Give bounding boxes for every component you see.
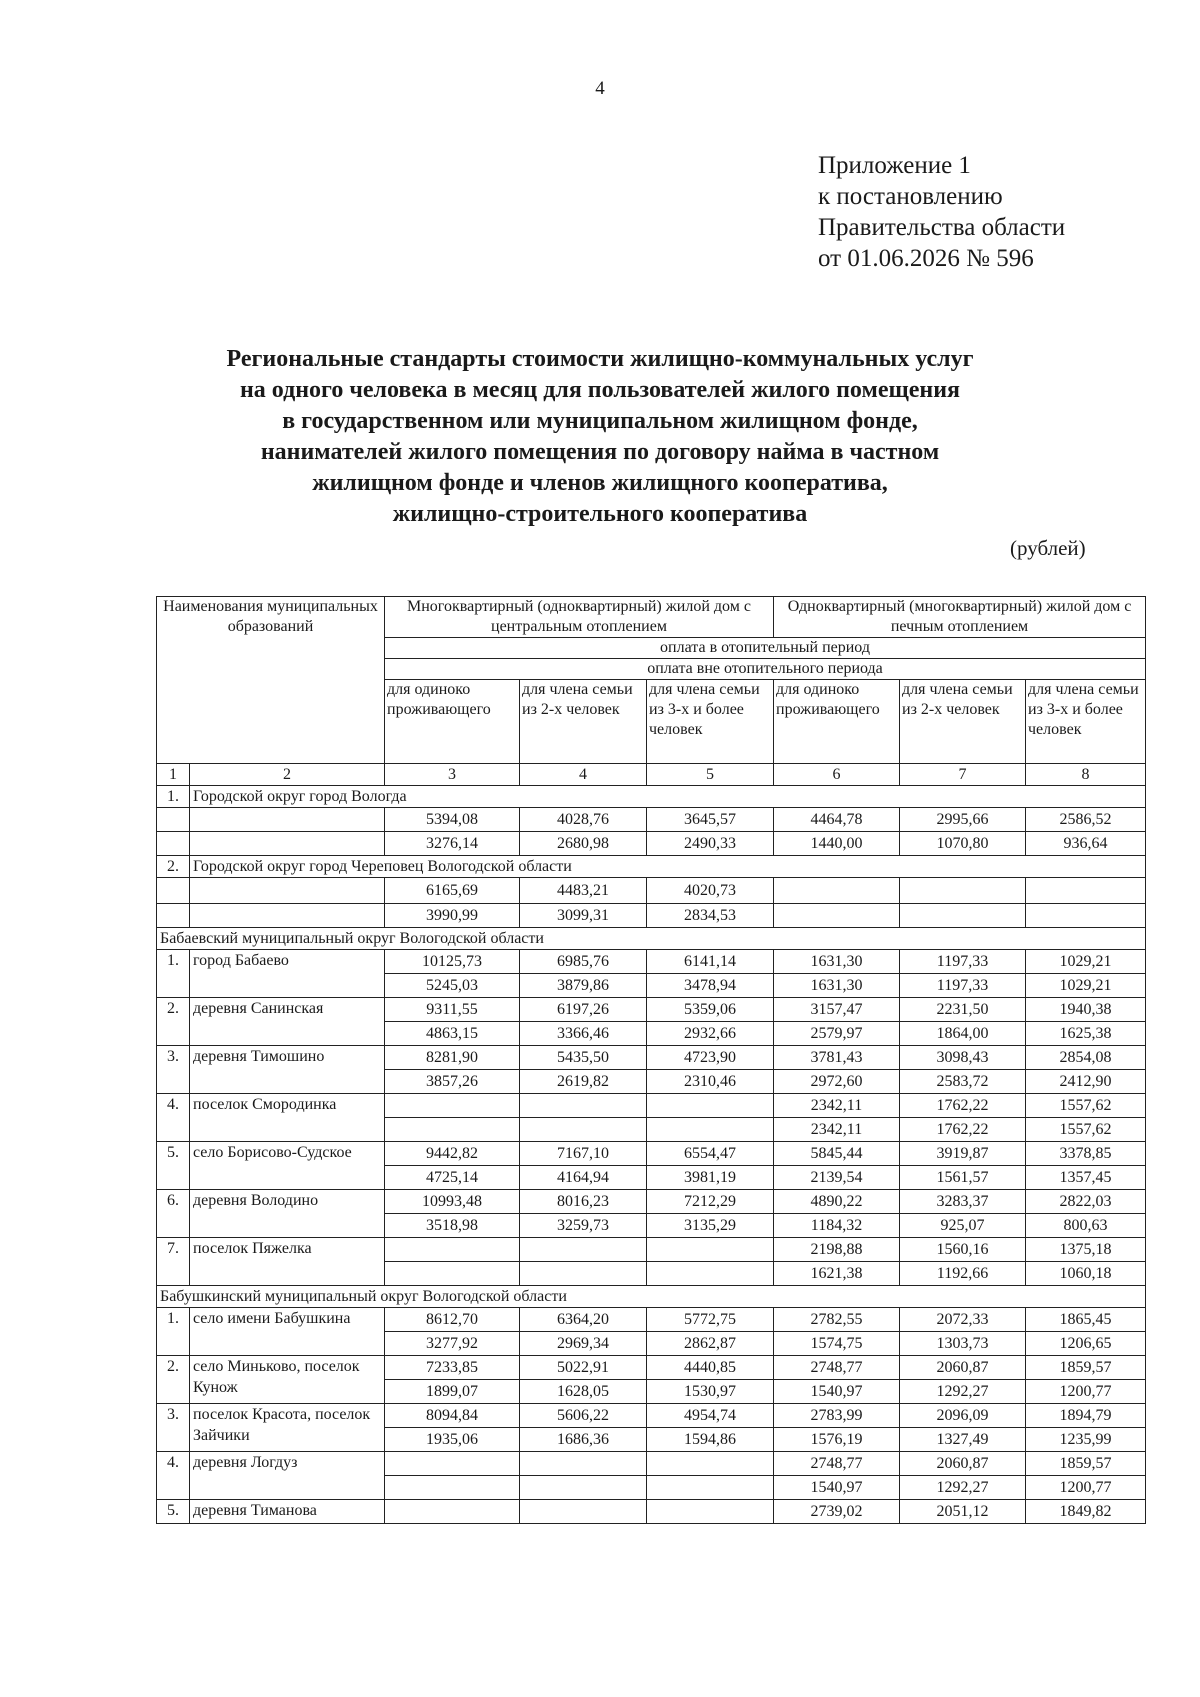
value-cell: 1940,38: [1026, 998, 1146, 1022]
title-line: Региональные стандарты стоимости жилищно-коммунальных услуг: [226, 346, 974, 372]
value-cell: 3518,98: [385, 1214, 520, 1238]
value-cell: 4020,73: [647, 878, 774, 904]
value-cell: 1560,16: [900, 1238, 1026, 1262]
value-cell: 2072,33: [900, 1308, 1026, 1332]
value-cell: 5245,03: [385, 974, 520, 998]
title-line: жилищном фонде и членов жилищного кооператива,: [312, 470, 888, 496]
value-cell: 4723,90: [647, 1046, 774, 1070]
value-cell: 925,07: [900, 1214, 1026, 1238]
row-index: 3.: [157, 1046, 190, 1094]
table-row: [157, 1094, 1146, 1118]
column-number: 3: [385, 764, 520, 786]
value-cell: 1762,22: [900, 1118, 1026, 1142]
value-cell: 2862,87: [647, 1332, 774, 1356]
value-cell: 9311,55: [385, 998, 520, 1022]
row-index: 5.: [157, 1142, 190, 1190]
value-cell: [900, 878, 1026, 904]
value-cell: 2972,60: [774, 1070, 900, 1094]
value-cell: 1540,97: [774, 1476, 900, 1500]
value-cell: 6554,47: [647, 1142, 774, 1166]
table-row: [157, 1238, 1146, 1262]
value-cell: 1375,18: [1026, 1238, 1146, 1262]
column-number: 5: [647, 764, 774, 786]
value-cell: 6985,76: [520, 950, 647, 974]
row-name: поселок Смородинка: [190, 1094, 385, 1142]
value-cell: 2969,34: [520, 1332, 647, 1356]
value-cell: 1206,65: [1026, 1332, 1146, 1356]
value-cell: 5606,22: [520, 1404, 647, 1428]
value-cell: 1303,73: [900, 1332, 1026, 1356]
table-row: [157, 1452, 1146, 1476]
value-cell: 1859,57: [1026, 1356, 1146, 1380]
value-cell: 4028,76: [520, 808, 647, 832]
value-cell: 1594,86: [647, 1428, 774, 1452]
row-index: 1.: [157, 950, 190, 998]
value-cell: 1576,19: [774, 1428, 900, 1452]
value-cell: 6141,14: [647, 950, 774, 974]
section-row: [157, 856, 1146, 878]
value-cell: 1440,00: [774, 832, 900, 856]
table-row: [157, 832, 1146, 856]
value-cell: 3781,43: [774, 1046, 900, 1070]
value-cell: 5359,06: [647, 998, 774, 1022]
value-cell: 2932,66: [647, 1022, 774, 1046]
value-cell: 1621,38: [774, 1262, 900, 1286]
value-cell: 8094,84: [385, 1404, 520, 1428]
value-cell: 2198,88: [774, 1238, 900, 1262]
value-cell: 2060,87: [900, 1356, 1026, 1380]
value-cell: [520, 1094, 647, 1118]
title-line: в государственном или муниципальном жилищном фонде,: [282, 408, 918, 434]
value-cell: 1625,38: [1026, 1022, 1146, 1046]
table-row: [157, 998, 1146, 1022]
value-cell: 1631,30: [774, 950, 900, 974]
value-cell: 3098,43: [900, 1046, 1026, 1070]
section-row: [157, 786, 1146, 808]
value-cell: 2995,66: [900, 808, 1026, 832]
table-row: [157, 1190, 1146, 1214]
value-cell: 1935,06: [385, 1428, 520, 1452]
header-non-heating-period: оплата вне отопительного периода: [385, 659, 1146, 680]
value-cell: 10993,48: [385, 1190, 520, 1214]
row-index: 6.: [157, 1190, 190, 1238]
value-cell: 4164,94: [520, 1166, 647, 1190]
value-cell: 4464,78: [774, 808, 900, 832]
value-cell: 7233,85: [385, 1356, 520, 1380]
district-label: Бабушкинский муниципальный округ Вологодской области: [157, 1286, 1146, 1308]
value-cell: 5435,50: [520, 1046, 647, 1070]
title-line: жилищно-строительного кооператива: [392, 501, 808, 527]
header-sub: для члена семьи из 2-х человек: [900, 680, 1026, 764]
value-cell: 10125,73: [385, 950, 520, 974]
header-group-central: Многоквартирный (одноквартирный) жилой дом с центральным отоплением: [385, 597, 774, 638]
column-number: 8: [1026, 764, 1146, 786]
value-cell: [647, 1476, 774, 1500]
value-cell: 1557,62: [1026, 1094, 1146, 1118]
value-cell: [900, 904, 1026, 928]
value-cell: 3366,46: [520, 1022, 647, 1046]
value-cell: 3283,37: [900, 1190, 1026, 1214]
header-sub: для одиноко проживающего: [385, 680, 520, 764]
row-index: [157, 904, 190, 928]
value-cell: 1530,97: [647, 1380, 774, 1404]
row-name: город Бабаево: [190, 950, 385, 998]
value-cell: 1899,07: [385, 1380, 520, 1404]
row-name: деревня Санинская: [190, 998, 385, 1046]
value-cell: 4954,74: [647, 1404, 774, 1428]
standards-table: [156, 596, 1146, 1524]
row-name: деревня Тимошино: [190, 1046, 385, 1094]
value-cell: [520, 1500, 647, 1524]
value-cell: 3277,92: [385, 1332, 520, 1356]
row-index: 4.: [157, 1452, 190, 1500]
value-cell: [647, 1238, 774, 1262]
value-cell: 1029,21: [1026, 950, 1146, 974]
value-cell: 2783,99: [774, 1404, 900, 1428]
value-cell: 2412,90: [1026, 1070, 1146, 1094]
value-cell: 1327,49: [900, 1428, 1026, 1452]
row-name: [190, 878, 385, 904]
row-name: село Борисово-Судское: [190, 1142, 385, 1190]
table-row: [157, 1500, 1146, 1524]
table-row: [157, 1356, 1146, 1380]
row-index: 3.: [157, 1404, 190, 1452]
column-number: 1: [157, 764, 190, 786]
value-cell: 1540,97: [774, 1380, 900, 1404]
row-name: поселок Красота, поселок Зайчики: [190, 1404, 385, 1452]
value-cell: [520, 1118, 647, 1142]
table-row: [157, 950, 1146, 974]
row-name: [190, 832, 385, 856]
value-cell: 2748,77: [774, 1356, 900, 1380]
value-cell: 2748,77: [774, 1452, 900, 1476]
value-cell: 1631,30: [774, 974, 900, 998]
appendix-line: Приложение 1: [818, 152, 971, 179]
units-label: (рублей): [1010, 536, 1086, 560]
value-cell: 2342,11: [774, 1118, 900, 1142]
value-cell: 1864,00: [900, 1022, 1026, 1046]
value-cell: 936,64: [1026, 832, 1146, 856]
value-cell: 1184,32: [774, 1214, 900, 1238]
value-cell: 4863,15: [385, 1022, 520, 1046]
row-index: 2.: [157, 1356, 190, 1404]
value-cell: [385, 1094, 520, 1118]
value-cell: [1026, 904, 1146, 928]
column-number: 7: [900, 764, 1026, 786]
value-cell: 4725,14: [385, 1166, 520, 1190]
district-row: [157, 928, 1146, 950]
title-line: нанимателей жилого помещения по договору найма в частном: [260, 439, 940, 465]
value-cell: [647, 1118, 774, 1142]
column-number: 4: [520, 764, 647, 786]
value-cell: [774, 904, 900, 928]
header-sub: для члена семьи из 3-х и более человек: [1026, 680, 1146, 764]
district-row: [157, 1286, 1146, 1308]
appendix-line: к постановлению: [818, 183, 1003, 210]
title-line: на одного человека в месяц для пользователей жилого помещения: [239, 377, 961, 403]
value-cell: 1865,45: [1026, 1308, 1146, 1332]
row-index: 1.: [157, 786, 190, 808]
row-name: деревня Володино: [190, 1190, 385, 1238]
value-cell: 2342,11: [774, 1094, 900, 1118]
value-cell: 7167,10: [520, 1142, 647, 1166]
value-cell: 1235,99: [1026, 1428, 1146, 1452]
value-cell: 2060,87: [900, 1452, 1026, 1476]
value-cell: 2051,12: [900, 1500, 1026, 1524]
row-index: 4.: [157, 1094, 190, 1142]
value-cell: 3857,26: [385, 1070, 520, 1094]
value-cell: 3990,99: [385, 904, 520, 928]
value-cell: [385, 1262, 520, 1286]
value-cell: 1070,80: [900, 832, 1026, 856]
value-cell: 4890,22: [774, 1190, 900, 1214]
value-cell: 3157,47: [774, 998, 900, 1022]
value-cell: [774, 878, 900, 904]
value-cell: 3276,14: [385, 832, 520, 856]
value-cell: 3378,85: [1026, 1142, 1146, 1166]
value-cell: 1029,21: [1026, 974, 1146, 998]
value-cell: 1200,77: [1026, 1476, 1146, 1500]
value-cell: 3099,31: [520, 904, 647, 928]
value-cell: 1574,75: [774, 1332, 900, 1356]
row-name: [190, 904, 385, 928]
header-group-stove: Одноквартирный (многоквартирный) жилой дом с печным отоплением: [774, 597, 1146, 638]
row-index: [157, 832, 190, 856]
value-cell: 2782,55: [774, 1308, 900, 1332]
section-label: Городской округ город Череповец Вологодской области: [190, 856, 1146, 878]
value-cell: 2583,72: [900, 1070, 1026, 1094]
value-cell: 2822,03: [1026, 1190, 1146, 1214]
value-cell: 3981,19: [647, 1166, 774, 1190]
value-cell: 6364,20: [520, 1308, 647, 1332]
value-cell: 1894,79: [1026, 1404, 1146, 1428]
value-cell: 8612,70: [385, 1308, 520, 1332]
section-label: Городской округ город Вологда: [190, 786, 1146, 808]
table-row: [157, 1404, 1146, 1428]
value-cell: 3919,87: [900, 1142, 1026, 1166]
value-cell: [647, 1500, 774, 1524]
value-cell: 1557,62: [1026, 1118, 1146, 1142]
column-number: 2: [190, 764, 385, 786]
row-name: поселок Пяжелка: [190, 1238, 385, 1286]
value-cell: [647, 1094, 774, 1118]
value-cell: 6165,69: [385, 878, 520, 904]
table-row: [157, 1142, 1146, 1166]
value-cell: 2490,33: [647, 832, 774, 856]
value-cell: 3645,57: [647, 808, 774, 832]
value-cell: 5772,75: [647, 1308, 774, 1332]
row-name: село Миньково, поселок Кунож: [190, 1356, 385, 1404]
header-sub: для одиноко проживающего: [774, 680, 900, 764]
value-cell: 2680,98: [520, 832, 647, 856]
appendix-block: [818, 150, 1065, 274]
value-cell: 6197,26: [520, 998, 647, 1022]
value-cell: 1686,36: [520, 1428, 647, 1452]
value-cell: [385, 1500, 520, 1524]
value-cell: 1060,18: [1026, 1262, 1146, 1286]
value-cell: 2139,54: [774, 1166, 900, 1190]
value-cell: [1026, 878, 1146, 904]
row-index: 7.: [157, 1238, 190, 1286]
row-index: [157, 878, 190, 904]
value-cell: 1292,27: [900, 1380, 1026, 1404]
value-cell: 5394,08: [385, 808, 520, 832]
value-cell: 1192,66: [900, 1262, 1026, 1286]
row-name: село имени Бабушкина: [190, 1308, 385, 1356]
district-label: Бабаевский муниципальный округ Вологодской области: [157, 928, 1146, 950]
value-cell: 2854,08: [1026, 1046, 1146, 1070]
value-cell: 9442,82: [385, 1142, 520, 1166]
value-cell: [520, 1238, 647, 1262]
value-cell: 2231,50: [900, 998, 1026, 1022]
table-body: [157, 786, 1146, 1524]
value-cell: 3478,94: [647, 974, 774, 998]
value-cell: [520, 1452, 647, 1476]
value-cell: 3879,86: [520, 974, 647, 998]
appendix-line: Правительства области: [818, 214, 1066, 241]
value-cell: 2586,52: [1026, 808, 1146, 832]
value-cell: 1859,57: [1026, 1452, 1146, 1476]
value-cell: 1200,77: [1026, 1380, 1146, 1404]
row-index: 5.: [157, 1500, 190, 1524]
value-cell: 4483,21: [520, 878, 647, 904]
value-cell: [520, 1476, 647, 1500]
value-cell: 2096,09: [900, 1404, 1026, 1428]
header-names: Наименования муниципальных образований: [157, 597, 385, 764]
row-name: [190, 808, 385, 832]
value-cell: 8281,90: [385, 1046, 520, 1070]
value-cell: 2834,53: [647, 904, 774, 928]
value-cell: 1292,27: [900, 1476, 1026, 1500]
value-cell: [647, 1262, 774, 1286]
table-row: [157, 808, 1146, 832]
table-row: [157, 1046, 1146, 1070]
value-cell: 5022,91: [520, 1356, 647, 1380]
header-heating-period: оплата в отопительный период: [385, 638, 1146, 659]
value-cell: 2619,82: [520, 1070, 647, 1094]
value-cell: 1197,33: [900, 950, 1026, 974]
value-cell: 1849,82: [1026, 1500, 1146, 1524]
value-cell: [385, 1238, 520, 1262]
row-name: деревня Логдуз: [190, 1452, 385, 1500]
value-cell: 1628,05: [520, 1380, 647, 1404]
document-title: [150, 344, 1050, 530]
value-cell: 1561,57: [900, 1166, 1026, 1190]
value-cell: 800,63: [1026, 1214, 1146, 1238]
value-cell: 2739,02: [774, 1500, 900, 1524]
value-cell: 1197,33: [900, 974, 1026, 998]
row-index: [157, 808, 190, 832]
table-row: [157, 1308, 1146, 1332]
row-name: деревня Тиманова: [190, 1500, 385, 1524]
column-number: 6: [774, 764, 900, 786]
value-cell: 3259,73: [520, 1214, 647, 1238]
value-cell: [385, 1118, 520, 1142]
row-index: 2.: [157, 856, 190, 878]
table-row: [157, 878, 1146, 904]
page-number: 4: [595, 78, 605, 99]
value-cell: 5845,44: [774, 1142, 900, 1166]
header-sub: для члена семьи из 2-х человек: [520, 680, 647, 764]
value-cell: 1762,22: [900, 1094, 1026, 1118]
appendix-line: от 01.06.2026 № 596: [818, 245, 1034, 272]
value-cell: 2579,97: [774, 1022, 900, 1046]
value-cell: 2310,46: [647, 1070, 774, 1094]
value-cell: [520, 1262, 647, 1286]
row-index: 1.: [157, 1308, 190, 1356]
value-cell: 7212,29: [647, 1190, 774, 1214]
table-row: [157, 904, 1146, 928]
value-cell: [647, 1452, 774, 1476]
value-cell: 1357,45: [1026, 1166, 1146, 1190]
value-cell: 4440,85: [647, 1356, 774, 1380]
value-cell: [385, 1452, 520, 1476]
header-sub: для члена семьи из 3-х и более человек: [647, 680, 774, 764]
row-index: 2.: [157, 998, 190, 1046]
value-cell: 3135,29: [647, 1214, 774, 1238]
value-cell: 8016,23: [520, 1190, 647, 1214]
value-cell: [385, 1476, 520, 1500]
